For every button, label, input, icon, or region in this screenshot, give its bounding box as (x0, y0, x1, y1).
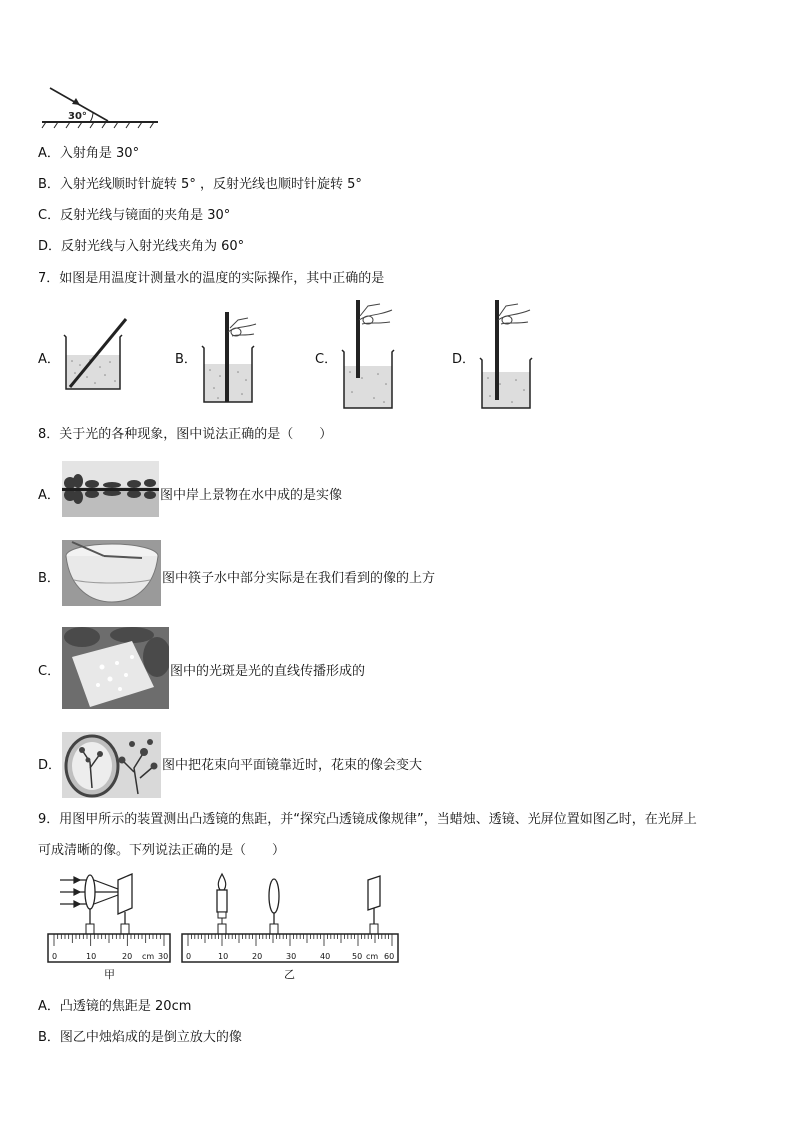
yi-tick-50: 50 (352, 952, 363, 961)
q9-stem-line2: 可成清晰的像。下列说法正确的是（ ） (38, 843, 286, 858)
q7-stem: 7．如图是用温度计测量水的温度的实际操作，其中正确的是 (38, 271, 385, 286)
jia-tick-unit: cm (142, 952, 155, 961)
thermometer-beaker-a (60, 315, 140, 395)
yi-tick-40: 40 (320, 952, 331, 961)
jia-tick-0: 0 (52, 952, 58, 961)
q6-option-c: C．反射光线与镜面的夹角是 30° (38, 208, 231, 223)
q8-letter-a: A． (38, 488, 60, 503)
q8-stem: 8．关于光的各种现象，图中说法正确的是（ ） (38, 427, 333, 442)
q9-option-b: B．图乙中烛焰成的是倒立放大的像 (38, 1030, 242, 1045)
q6-option-a: A．入射角是 30° (38, 146, 140, 161)
mirror-flowers-photo (62, 732, 161, 798)
light-spot-photo (62, 627, 169, 709)
yi-tick-30: 30 (286, 952, 297, 961)
thermometer-beaker-b (198, 306, 264, 406)
q8-text-d: 图中把花束向平面镜靠近时，花束的像会变大 (162, 758, 423, 773)
q9-option-a: A．凸透镜的焦距是 20cm (38, 999, 192, 1014)
yi-tick-10: 10 (218, 952, 229, 961)
reflection-lake-photo (62, 461, 159, 517)
q7-letter-c: C． (315, 352, 338, 367)
jia-tick-30: 30 (158, 952, 169, 961)
q8-text-b: 图中筷子水中部分实际是在我们看到的像的上方 (162, 571, 436, 586)
reflection-figure (38, 80, 163, 130)
chopsticks-bowl-photo (62, 540, 161, 606)
jia-tick-20: 20 (122, 952, 133, 961)
figure-jia-caption: 甲 (104, 968, 115, 981)
figure-yi (180, 872, 402, 982)
figure-jia (46, 872, 174, 982)
q6-option-d: D．反射光线与入射光线夹角为 60° (38, 239, 245, 254)
q8-letter-c: C． (38, 664, 61, 679)
q7-letter-d: D． (452, 352, 476, 367)
figure-yi-caption: 乙 (284, 968, 295, 981)
q7-letter-a: A． (38, 352, 60, 367)
yi-tick-0: 0 (186, 952, 192, 961)
yi-tick-unit: cm (366, 952, 379, 961)
q6-option-b: B．入射光线顺时针旋转 5° ，反射光线也顺时针旋转 5° (38, 177, 362, 192)
q7-letter-b: B． (175, 352, 197, 367)
q8-letter-d: D． (38, 758, 62, 773)
thermometer-beaker-d (476, 296, 542, 412)
q8-text-a: 图中岸上景物在水中成的是实像 (160, 488, 343, 503)
q9-stem-line1: 9．用图甲所示的装置测出凸透镜的焦距，并“探究凸透镜成像规律”，当蜡烛、透镜、光屏位置如图乙时，在光屏上 (38, 812, 697, 827)
jia-tick-10: 10 (86, 952, 97, 961)
q8-text-c: 图中的光斑是光的直线传播形成的 (170, 664, 366, 679)
yi-tick-60: 60 (384, 952, 395, 961)
thermometer-beaker-c (338, 296, 404, 412)
q8-letter-b: B． (38, 571, 60, 586)
yi-tick-20: 20 (252, 952, 263, 961)
angle-label: 30° (68, 111, 87, 122)
